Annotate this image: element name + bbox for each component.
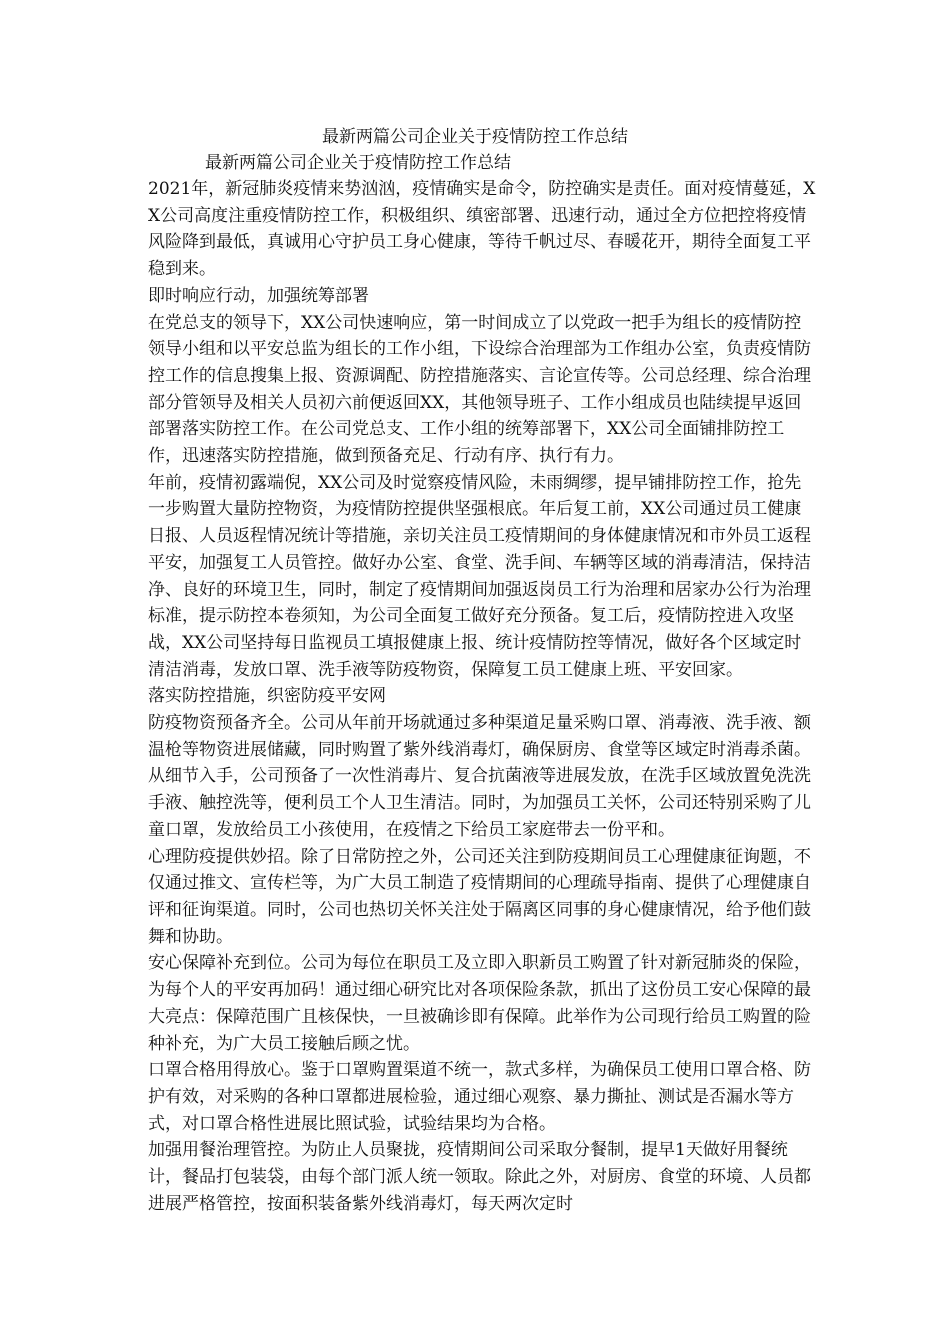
body-paragraph: 年前，疫情初露端倪，XX公司及时觉察疫情风险，未雨绸缪，提早铺排防控工作，抢先一步购置大量防控物资，为疫情防控提供坚强根底。年后复工前，XX公司通过员工健康日报、人员返程情况统计等措施，亲切关注员工疫情期间的身体健康情况和市外员工返程平安，加强复工人员管控。做好办公室、食堂、洗手间、车辆等区域的消毒清洁，保持洁净、良好的环境卫生，同时，制定了疫情期间加强返岗员工行为治理和居家办公行为治理标准，提示防控本卷须知，为公司全面复工做好充分预备。复工后，疫情防控进入攻坚战，XX公司坚持每日监视员工填报健康上报、统计疫情防控等情况，做好各个区域定时清洁消毒，发放口罩、洗手液等防疫物资，保障复工员工健康上班、平安回家。 [148, 472, 811, 680]
body-paragraph: 心理防疫提供妙招。除了日常防控之外，公司还关注到防疫期间员工心理健康征询题，不仅通过推文、宣传栏等，为广大员工制造了疫情期间的心理疏导指南、提供了心理健康自评和征询渠道。同时，公司也热切关怀关注处于隔离区同事的身心健康情况，给予他们鼓舞和协助。 [148, 846, 811, 947]
body-paragraph: 在党总支的领导下，XX公司快速响应，第一时间成立了以党政一把手为组长的疫情防控领导小组和以平安总监为组长的工作小组，下设综合治理部为工作组办公室，负责疫情防控工作的信息搜集上报、资源调配、防控措施落实、言论宣传等。公司总经理、综合治理部分管领导及相关人员初六前便返回XX，其他领导班子、工作小组成员也陆续提早返回部署落实防控工作。在公司党总支、工作小组的统筹部署下，XX公司全面铺排防控工作，迅速落实防控措施，做到预备充足、行动有序、执行有力。 [148, 312, 811, 467]
intro-paragraph: 2021年，新冠肺炎疫情来势汹汹，疫情确实是命令，防控确实是责任。面对疫情蔓延，XX公司高度注重疫情防控工作，积极组织、缜密部署、迅速行动，通过全方位把控将疫情风险降到最低，真诚用心守护员工身心健康，等待千帆过尽、春暖花开，期待全面复工平稳到来。 [148, 179, 816, 280]
body-paragraph: 安心保障补充到位。公司为每位在职员工及立即入职新员工购置了针对新冠肺炎的保险，为每个人的平安再加码！通过细心研究比对各项保险条款，抓出了这份员工安心保障的最大亮点：保障范围广且核保快，一旦被确诊即有保障。此举作为公司现行给员工购置的险种补充，为广大员工接触后顾之忧。 [148, 953, 811, 1054]
document-title: 最新两篇公司企业关于疫情防控工作总结 [322, 127, 628, 147]
body-paragraph: 加强用餐治理管控。为防止人员聚拢，疫情期间公司采取分餐制，提早1天做好用餐统计，餐品打包装袋，由每个部门派人统一领取。除此之外，对厨房、食堂的环境、人员都进展严格管控，按面积装备紫外线消毒灯，每天两次定时 [148, 1140, 811, 1214]
document-body [148, 176, 816, 1217]
body-paragraph: 防疫物资预备齐全。公司从年前开场就通过多种渠道足量采购口罩、消毒液、洗手液、额温枪等物资进展储藏，同时购置了紫外线消毒灯，确保厨房、食堂等区域定时消毒杀菌。从细节入手，公司预备了一次性消毒片、复合抗菌液等进展发放，在洗手区域放置免洗洗手液、触控洗等，便利员工个人卫生清洁。同时，为加强员工关怀，公司还特别采购了儿童口罩，发放给员工小孩使用，在疫情之下给员工家庭带去一份平和。 [148, 713, 811, 840]
body-paragraph: 口罩合格用得放心。鉴于口罩购置渠道不统一，款式多样，为确保员工使用口罩合格、防护有效，对采购的各种口罩都进展检验，通过细心观察、暴力撕扯、测试是否漏水等方式，对口罩合格性进展比照试验，试验结果均为合格。 [148, 1060, 811, 1134]
section-heading-measures: 落实防控措施，织密防疫平安网 [148, 686, 386, 707]
document-subtitle: 最新两篇公司企业关于疫情防控工作总结 [205, 153, 511, 173]
section-heading-response: 即时响应行动，加强统筹部署 [148, 285, 369, 306]
